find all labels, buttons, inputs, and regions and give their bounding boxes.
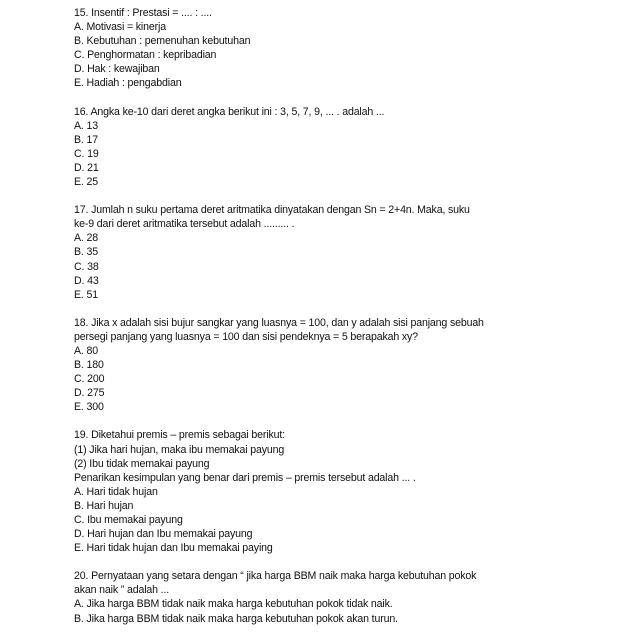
option-a: A. Jika harga BBM tidak naik maka harga kebutuhan pokok tidak naik. [74, 598, 393, 611]
option-c: C. 200 [74, 373, 105, 386]
option-c: C. 19 [74, 147, 99, 160]
question-text-continued: ke-9 dari deret aritmatika tersebut adalah ......... . [74, 218, 295, 231]
question-text-continued: akan naik ” adalah ... [74, 584, 170, 597]
option-e: E. 300 [74, 401, 104, 414]
premise-2: (2) Ibu tidak memakai payung [74, 457, 210, 470]
question-prompt: Penarikan kesimpulan yang benar dari premis – premis tersebut adalah ... . [74, 471, 416, 484]
option-e: E. 25 [74, 176, 98, 189]
option-e: E. Hari tidak hujan dan Ibu memakai paying [74, 542, 273, 555]
document-page [74, 6, 594, 640]
option-a: A. 13 [74, 119, 98, 132]
question-text: 19. Diketahui premis – premis sebagai berikut: [74, 429, 285, 442]
question-text: 17. Jumlah n suku pertama deret aritmatika dinyatakan dengan Sn = 2+4n. Maka, suku [74, 204, 470, 217]
option-e: E. 51 [74, 288, 98, 301]
option-c: C. 38 [74, 260, 99, 273]
option-e: E. Hadiah : pengabdian [74, 77, 182, 90]
option-b: B. 35 [74, 246, 98, 259]
option-c: C. Ibu memakai payung [74, 514, 183, 526]
option-a: A. Hari tidak hujan [74, 485, 158, 498]
question-20 [74, 569, 594, 625]
option-a: A. Motivasi = kinerja [74, 21, 166, 34]
question-18 [74, 316, 594, 415]
option-a: A. 28 [74, 232, 98, 245]
question-text: 16. Angka ke-10 dari deret angka berikut ini : 3, 5, 7, 9, ... . adalah ... [74, 105, 385, 118]
option-b: B. Kebutuhan : pemenuhan kebutuhan [74, 35, 251, 48]
option-b: B. 180 [74, 359, 104, 372]
option-b: B. Jika harga BBM tidak naik maka harga kebutuhan pokok akan turun. [74, 612, 398, 625]
question-text: 15. Insentif : Prestasi = .... : .... [74, 7, 212, 19]
question-15 [74, 6, 594, 91]
premise-1: (1) Jika hari hujan, maka ibu memakai payung [74, 443, 285, 456]
option-d: D. 43 [74, 274, 99, 287]
option-b: B. Hari hujan [74, 499, 134, 512]
option-a: A. 80 [74, 344, 98, 357]
question-19 [74, 428, 594, 555]
option-d: D. Hak : kewajiban [74, 63, 160, 76]
option-d: D. 275 [74, 387, 105, 400]
option-d: D. 21 [74, 161, 99, 174]
question-text: 18. Jika x adalah sisi bujur sangkar yang luasnya = 100, dan y adalah sisi panjang sebuah [74, 316, 484, 329]
question-17 [74, 203, 594, 302]
question-text: 20. Pernyataan yang setara dengan “ jika harga BBM naik maka harga kebutuhan pokok [74, 570, 477, 583]
option-d: D. Hari hujan dan Ibu memakai payung [74, 528, 253, 541]
question-16 [74, 105, 594, 190]
option-c: C. Penghormatan : kepribadian [74, 49, 217, 62]
question-text-continued: persegi panjang yang luasnya = 100 dan sisi pendeknya = 5 berapakah xy? [74, 330, 418, 343]
option-b: B. 17 [74, 133, 98, 146]
